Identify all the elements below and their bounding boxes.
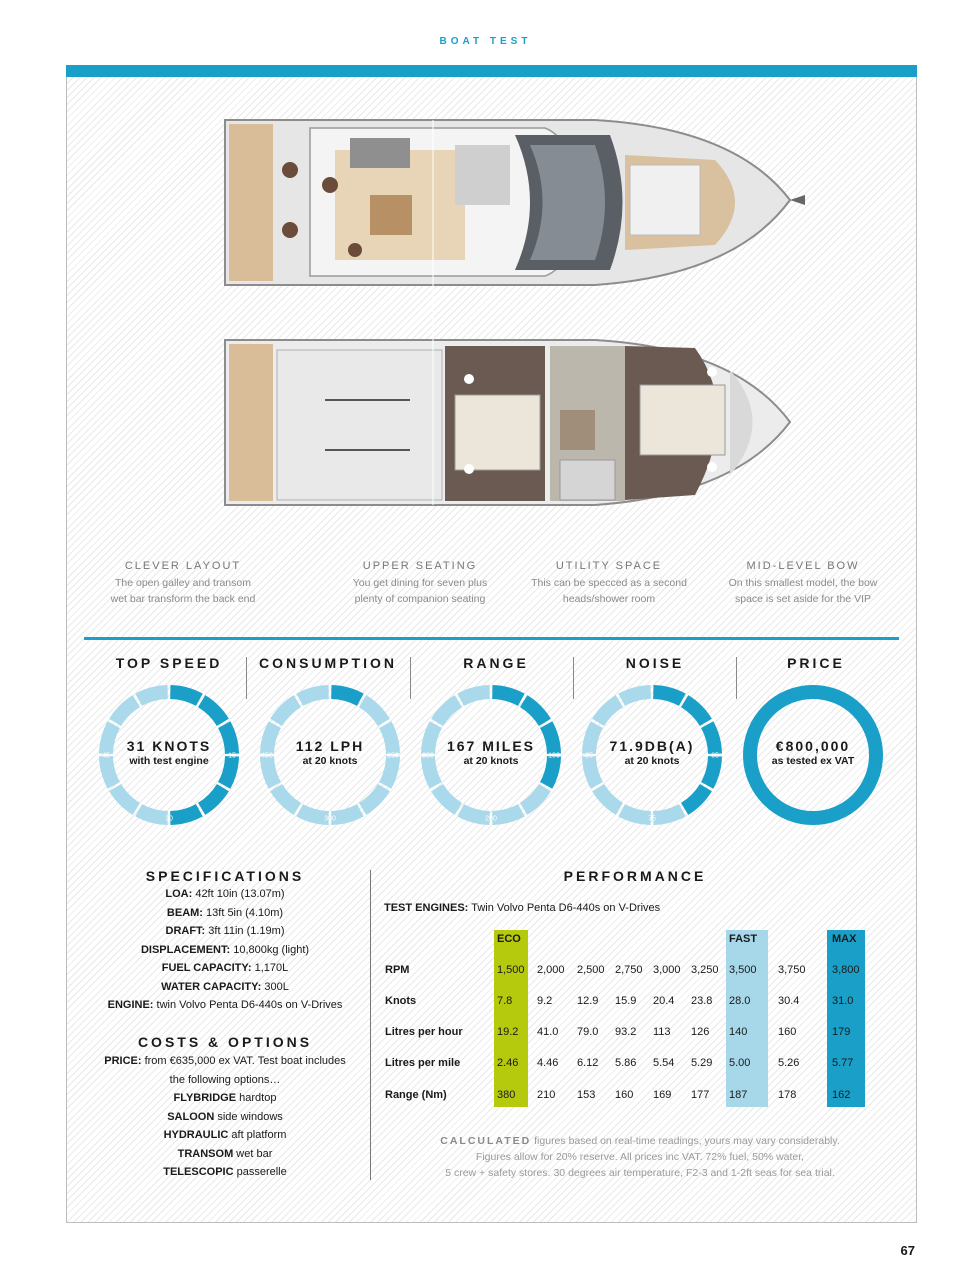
stat-value: 71.9DB(A)	[609, 738, 695, 754]
option-value: side windows	[214, 1111, 283, 1123]
option-line	[95, 1108, 355, 1127]
gauge-segment	[270, 695, 301, 726]
table-cell: 3,250	[691, 964, 719, 976]
gauge-segment	[431, 784, 462, 815]
table-cell: 3,750	[778, 964, 806, 976]
spec-value: 10,800kg (light)	[230, 944, 310, 956]
gauge-tick-label: 30	[165, 815, 173, 823]
table-cell: 187	[729, 1089, 748, 1101]
gauge-tick-label: 450	[261, 752, 273, 760]
table-cell: 30.4	[778, 995, 800, 1007]
table-cell: 3,800	[832, 964, 860, 976]
gauge-segment	[653, 685, 686, 706]
gauge-segment	[653, 804, 686, 825]
specifications-title: SPECIFICATIONS	[145, 868, 305, 884]
test-engines-value: Twin Volvo Penta D6-440s on V-Drives	[468, 902, 661, 914]
option-value: wet bar	[233, 1148, 273, 1160]
gauge-segment	[592, 695, 623, 726]
row-label: Litres per mile	[385, 1057, 461, 1069]
test-engines	[384, 902, 660, 914]
option-line	[95, 1089, 355, 1108]
option-label: TELESCOPIC	[163, 1166, 234, 1178]
table-cell: 9.2	[537, 995, 553, 1007]
table-cell: 12.9	[577, 995, 599, 1007]
table-cell: 153	[577, 1089, 596, 1101]
table-cell: 2,500	[577, 964, 605, 976]
gauge-segment	[331, 804, 364, 825]
stat-title-range: RANGE	[463, 655, 529, 671]
stat-sub: at 20 knots	[302, 755, 358, 767]
footnote-line: Figures allow for 20% reserve. All prices inc VAT. 72% fuel, 50% water,	[475, 1151, 805, 1163]
table-cell: 5.29	[691, 1057, 713, 1069]
table-cell: 3,000	[653, 964, 681, 976]
gauge-tick-label: 75	[648, 815, 656, 823]
gauge-segment	[592, 784, 623, 815]
callout-clever-layout	[88, 560, 278, 607]
stat-separator	[573, 657, 574, 699]
gauge-segment	[109, 784, 140, 815]
table-cell: 7.8	[497, 995, 513, 1007]
gauge-tick-label: 85	[585, 752, 593, 760]
spec-label: DISPLACEMENT:	[140, 944, 231, 956]
callout-line: space is set aside for the VIP	[735, 593, 871, 605]
gauge-segment	[359, 784, 390, 815]
stat-price	[741, 738, 885, 767]
gauge-tick-label: 150	[387, 752, 399, 760]
spec-label: ENGINE:	[107, 999, 154, 1011]
callout-mid-level-bow	[708, 560, 898, 607]
stats-divider	[84, 637, 899, 640]
table-cell: 140	[729, 1026, 748, 1038]
fast-tag: FAST	[729, 933, 758, 945]
stat-title-noise: NOISE	[625, 655, 685, 671]
gauge-segment	[457, 685, 490, 706]
section-label: BOAT TEST	[439, 36, 532, 47]
gauge-tick-label: 300	[324, 815, 336, 823]
callout-title: UPPER SEATING	[362, 560, 478, 572]
gauge-tick-label: 45	[102, 752, 110, 760]
option-label: SALOON	[167, 1111, 215, 1123]
table-cell: 4.46	[537, 1057, 559, 1069]
spec-label: DRAFT:	[165, 925, 206, 937]
max-tag: MAX	[832, 933, 857, 945]
callout-title: UTILITY SPACE	[555, 560, 663, 572]
footnote-line	[400, 1133, 880, 1149]
callout-line: The open galley and transom	[114, 577, 251, 589]
gauge-segment	[270, 784, 301, 815]
table-cell: 2,000	[537, 964, 565, 976]
stat-top-speed	[97, 738, 241, 767]
gauge-segment	[296, 685, 329, 706]
spec-value: 42ft 10in (13.07m)	[192, 888, 285, 900]
gauge-tick-label: 100	[548, 752, 560, 760]
table-cell: 79.0	[577, 1026, 599, 1038]
table-cell: 3,500	[729, 964, 757, 976]
table-cell: 5.54	[653, 1057, 675, 1069]
option-line	[95, 1163, 355, 1182]
spec-value: 1,170L	[251, 962, 289, 974]
gauge-segment	[520, 695, 551, 726]
cost-line	[95, 1052, 355, 1071]
spec-line	[95, 978, 355, 997]
table-cell: 41.0	[537, 1026, 559, 1038]
table-cell: 28.0	[729, 995, 751, 1007]
table-cell: 31.0	[832, 995, 854, 1007]
gauge-segment	[170, 804, 203, 825]
spec-label: LOA:	[165, 888, 193, 900]
spec-line	[95, 904, 355, 923]
table-cell: 5.00	[729, 1057, 751, 1069]
row-label: Litres per hour	[385, 1026, 463, 1038]
stat-consumption	[258, 738, 402, 767]
deck-plans-illustration	[215, 110, 815, 530]
table-cell: 210	[537, 1089, 556, 1101]
spec-label: FUEL CAPACITY:	[161, 962, 252, 974]
spec-value: 13ft 5in (4.10m)	[202, 907, 284, 919]
table-cell: 380	[497, 1089, 516, 1101]
accent-bar	[66, 65, 917, 77]
gauge-segment	[492, 804, 525, 825]
spec-value: twin Volvo Penta D6-440s on V-Drives	[153, 999, 343, 1011]
gauge-segment	[681, 784, 712, 815]
table-cell: 5.26	[778, 1057, 800, 1069]
costs-title: COSTS & OPTIONS	[137, 1034, 313, 1050]
gauge-segment	[431, 695, 462, 726]
performance-footnote	[400, 1133, 880, 1181]
page-number: 67	[900, 1243, 915, 1258]
gauge-segment	[170, 685, 203, 706]
gauge-segment	[359, 695, 390, 726]
gauge-tick-label: 300	[422, 752, 434, 760]
option-label: HYDRAULIC	[163, 1129, 229, 1141]
fast-column-highlight	[726, 930, 768, 1107]
spec-line	[95, 996, 355, 1015]
table-cell: 15.9	[615, 995, 637, 1007]
table-cell: 23.8	[691, 995, 713, 1007]
gauge-segment	[492, 685, 525, 706]
gauge-tick-label: 200	[485, 815, 497, 823]
callout-line: heads/shower room	[562, 593, 656, 605]
option-line	[95, 1126, 355, 1145]
table-cell: 2.46	[497, 1057, 519, 1069]
row-label: Range (Nm)	[385, 1089, 447, 1101]
gauge-segment	[681, 695, 712, 726]
stat-separator	[410, 657, 411, 699]
callout-line: plenty of companion seating	[354, 593, 486, 605]
stat-value: €800,000	[775, 738, 851, 754]
callout-title: MID-LEVEL BOW	[746, 560, 860, 572]
performance-title: PERFORMANCE	[563, 868, 707, 884]
gauge-tick-label: 15	[228, 752, 236, 760]
spec-label: WATER CAPACITY:	[161, 981, 262, 993]
stat-value: 167 MILES	[446, 738, 536, 754]
spec-line	[95, 959, 355, 978]
footnote-lead: CALCULATED	[440, 1135, 532, 1147]
gauge-segment	[198, 695, 229, 726]
table-cell: 19.2	[497, 1026, 519, 1038]
stat-title-consumption: CONSUMPTION	[259, 655, 397, 671]
row-label: RPM	[385, 964, 410, 976]
table-cell: 178	[778, 1089, 797, 1101]
column-separator	[370, 870, 371, 1180]
option-value: hardtop	[236, 1092, 277, 1104]
table-cell: 162	[832, 1089, 851, 1101]
cost-value: from €635,000 ex VAT. Test boat includes	[141, 1055, 346, 1067]
stat-noise	[580, 738, 724, 767]
lower-deck-plan	[225, 340, 790, 505]
spec-label: BEAM:	[166, 907, 203, 919]
stat-value: 31 KNOTS	[126, 738, 212, 754]
spec-line	[95, 885, 355, 904]
callout-utility-space	[514, 560, 704, 607]
stat-separator	[246, 657, 247, 699]
spec-line	[95, 941, 355, 960]
gauge-segment	[331, 685, 364, 706]
table-cell: 113	[653, 1026, 671, 1038]
table-cell: 160	[778, 1026, 797, 1038]
table-cell: 5.77	[832, 1057, 854, 1069]
option-label: FLYBRIDGE	[173, 1092, 237, 1104]
table-cell: 177	[691, 1089, 710, 1101]
stat-separator	[736, 657, 737, 699]
gauge-segment	[198, 784, 229, 815]
gauge-segment	[109, 695, 140, 726]
gauge-segment	[618, 804, 651, 825]
stat-title-price: PRICE	[787, 655, 845, 671]
gauge-segment	[618, 685, 651, 706]
table-cell: 5.86	[615, 1057, 637, 1069]
row-label: Knots	[385, 995, 417, 1007]
gauge-tick-label: 65	[711, 752, 719, 760]
option-value: passerelle	[233, 1166, 287, 1178]
option-line	[95, 1145, 355, 1164]
test-engines-label: TEST ENGINES:	[384, 902, 469, 914]
stat-sub: at 20 knots	[624, 755, 680, 767]
spec-line	[95, 922, 355, 941]
gauge-segment	[135, 685, 168, 706]
callout-line: You get dining for seven plus	[352, 577, 488, 589]
table-cell: 20.4	[653, 995, 675, 1007]
option-value: aft platform	[228, 1129, 287, 1141]
table-cell: 2,750	[615, 964, 643, 976]
callout-line: On this smallest model, the bow	[728, 577, 878, 589]
flybridge-plan	[225, 120, 805, 285]
callout-line: wet bar transform the back end	[110, 593, 256, 605]
table-cell: 160	[615, 1089, 634, 1101]
callout-upper-seating	[325, 560, 515, 607]
footnote-line: 5 crew + safety stores. 30 degrees air temperature, F2-3 and 1-2ft seas for sea trial.	[445, 1167, 835, 1179]
callout-line: This can be specced as a second	[531, 577, 687, 589]
stat-sub: as tested ex VAT	[771, 755, 855, 767]
gauge-segment	[135, 804, 168, 825]
stat-range	[419, 738, 563, 767]
cost-label: PRICE:	[104, 1055, 142, 1067]
callout-title: CLEVER LAYOUT	[124, 560, 242, 572]
table-cell: 93.2	[615, 1026, 637, 1038]
stat-sub: at 20 knots	[463, 755, 519, 767]
eco-column-highlight	[494, 930, 528, 1107]
table-cell: 169	[653, 1089, 672, 1101]
spec-value: 3ft 11in (1.19m)	[205, 925, 285, 937]
eco-tag: ECO	[497, 933, 521, 945]
table-cell: 179	[832, 1026, 851, 1038]
stat-sub: with test engine	[129, 755, 209, 767]
gauge-segment	[520, 784, 551, 815]
stat-value: 112 LPH	[295, 738, 365, 754]
option-label: TRANSOM	[177, 1148, 234, 1160]
table-cell: 6.12	[577, 1057, 599, 1069]
stat-title-top-speed: TOP SPEED	[115, 655, 223, 671]
table-cell: 1,500	[497, 964, 525, 976]
cost-line: the following options…	[169, 1074, 281, 1086]
spec-value: 300L	[261, 981, 289, 993]
table-cell: 126	[691, 1026, 710, 1038]
footnote-text: figures based on real-time readings, yours may vary considerably.	[531, 1135, 840, 1147]
max-column-highlight	[827, 930, 865, 1107]
